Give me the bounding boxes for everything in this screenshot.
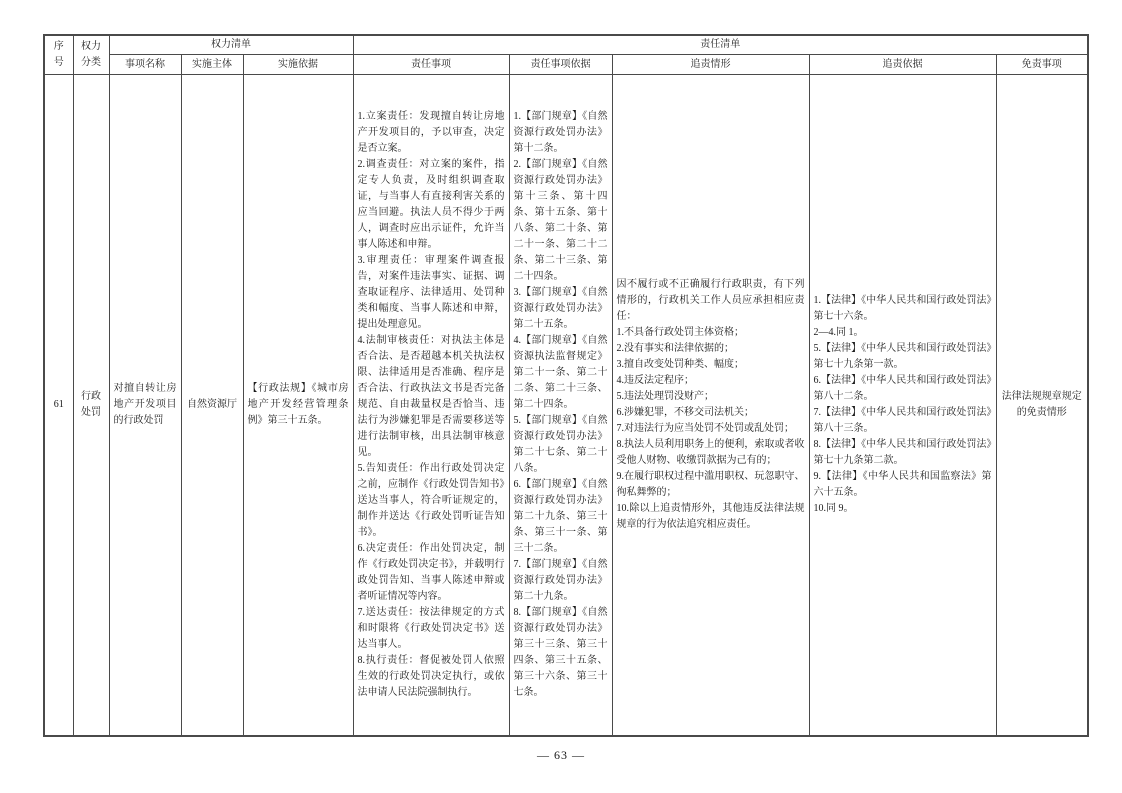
list-item: 8.【法律】《中华人民共和国行政处罚法》第七十九条第二款。 <box>813 439 992 466</box>
header-accountability-basis: 追责依据 <box>809 55 996 75</box>
list-item: 7.【法律】《中华人民共和国行政处罚法》第八十三条。 <box>813 407 992 434</box>
list-item: 6.决定责任：作出处罚决定，制作《行政处罚决定书》，并载明行政处罚告知、当事人陈述申辩或者听证情况等内容。 <box>357 543 505 602</box>
list-item: 6.【法律】《中华人民共和国行政处罚法》第八十二条。 <box>813 375 992 402</box>
list-item: 8.执法人员利用职务上的便利，索取或者收受他人财物、收缴罚款据为己有的； <box>616 439 805 466</box>
list-item: 2—4.同 1。 <box>813 327 864 338</box>
list-item: 8.执行责任：督促被处罚人依照生效的行政处罚决定执行，或依法申请人民法院强制执行。 <box>357 655 505 698</box>
accountability-situation-list <box>617 325 805 533</box>
list-item: 3.审理责任：审理案件调查报告，对案件违法事实、证据、调查取证程序、法律适用、处罚种类和幅度、当事人陈述和申辩，提出处理意见。 <box>357 255 505 330</box>
list-item: 1.不具备行政处罚主体资格； <box>616 327 745 338</box>
cell-duty-items-basis <box>509 75 612 737</box>
header-group-responsibility-list: 责任清单 <box>353 35 1088 55</box>
header-item-name: 事项名称 <box>109 55 181 75</box>
list-item: 8.【部门规章】《自然资源行政处罚办法》第三十三条、第三十四条、第三十五条、第三十六条、第三十七条。 <box>513 607 608 698</box>
cell-exemption-items: 法律法规规章规定的免责情形 <box>996 75 1088 737</box>
list-item: 5.【部门规章】《自然资源行政处罚办法》第二十七条、第二十八条。 <box>513 415 608 474</box>
list-item: 5.告知责任：作出行政处罚决定之前，应制作《行政处罚告知书》送达当事人，符合听证规定的，制作并送达《行政处罚听证告知书》。 <box>357 463 505 538</box>
list-item: 2.调查责任：对立案的案件，指定专人负责，及时组织调查取证，与当事人有直接利害关系的应当回避。执法人员不得少于两人，调查时应出示证件，允许当事人陈述和申辩。 <box>357 159 505 250</box>
list-item: 7.对违法行为应当处罚不处罚或乱处罚； <box>616 423 795 434</box>
list-item: 4.【部门规章】《自然资源执法监督规定》第二十一条、第二十二条、第二十三条、第二十四条。 <box>513 335 608 410</box>
list-item: 6.【部门规章】《自然资源行政处罚办法》第二十九条、第三十条、第三十一条、第三十二条。 <box>513 479 608 554</box>
list-item: 2.【部门规章】《自然资源行政处罚办法》第十三条、第十四条、第十五条、第十八条、第二十条、第二十一条、第二十二条、第二十三条、第二十四条。 <box>513 159 608 282</box>
cell-serial: 61 <box>44 75 73 737</box>
power-responsibility-table <box>43 34 1089 737</box>
list-item: 1.【部门规章】《自然资源行政处罚办法》第十二条。 <box>513 111 608 154</box>
header-power-category: 权力分类 <box>73 35 109 75</box>
list-item: 2.没有事实和法律依据的； <box>616 343 735 354</box>
list-item: 4.法制审核责任：对执法主体是否合法、是否超越本机关执法权限、法律适用是否准确、程序是否合法、行政执法文书是否完备规范、自由裁量权是否恰当、违法行为涉嫌犯罪是否需要移送等进行法制审核，出具法制审核意见。 <box>357 335 505 458</box>
accountability-intro: 因不履行或不正确履行行政职责，有下列情形的，行政机关工作人员应承担相应责任： <box>616 279 805 322</box>
list-item: 4.违反法定程序； <box>616 375 695 386</box>
header-group-power-list: 权力清单 <box>109 35 353 55</box>
list-item: 10.同 9。 <box>813 503 854 514</box>
header-exemption-items: 免责事项 <box>996 55 1088 75</box>
header-implement-basis: 实施依据 <box>243 55 353 75</box>
cell-duty-items <box>353 75 509 737</box>
cell-item-name: 对擅自转让房地产开发项目的行政处罚 <box>109 75 181 737</box>
list-item: 10.除以上追责情形外，其他违反法律法规规章的行为依法追究相应责任。 <box>616 503 805 530</box>
cell-implement-subject: 自然资源厅 <box>181 75 243 737</box>
list-item: 9.【法律】《中华人民共和国监察法》第六十五条。 <box>813 471 992 498</box>
list-item: 9.在履行职权过程中滥用职权、玩忽职守、徇私舞弊的； <box>616 471 805 498</box>
table-group-header-row <box>44 35 1088 55</box>
header-accountability-situations: 追责情形 <box>612 55 809 75</box>
list-item: 7.送达责任：按法律规定的方式和时限将《行政处罚决定书》送达当事人。 <box>357 607 505 650</box>
list-item: 7.【部门规章】《自然资源行政处罚办法》第二十九条。 <box>513 559 608 602</box>
page-number: — 63 — <box>537 748 585 762</box>
header-duty-items: 责任事项 <box>353 55 509 75</box>
list-item: 3.【部门规章】《自然资源行政处罚办法》第二十五条。 <box>513 287 608 330</box>
header-implement-subject: 实施主体 <box>181 55 243 75</box>
header-serial: 序号 <box>44 35 73 75</box>
table-column-header-row <box>44 55 1088 75</box>
list-item: 5.违法处理罚没财产； <box>616 391 715 402</box>
list-item: 1.立案责任：发现擅自转让房地产开发项目的，予以审查，决定是否立案。 <box>357 111 505 154</box>
header-duty-items-basis: 责任事项依据 <box>509 55 612 75</box>
list-item: 5.【法律】《中华人民共和国行政处罚法》第七十九条第一款。 <box>813 343 992 370</box>
cell-power-category: 行政处罚 <box>73 75 109 737</box>
cell-accountability-basis <box>809 75 996 737</box>
list-item: 3.擅自改变处罚种类、幅度； <box>616 359 745 370</box>
list-item: 1.【法律】《中华人民共和国行政处罚法》第七十六条。 <box>813 295 992 322</box>
list-item: 6.涉嫌犯罪，不移交司法机关； <box>616 407 755 418</box>
cell-accountability-situations <box>612 75 809 737</box>
cell-implement-basis: 【行政法规】《城市房地产开发经营管理条例》第三十五条。 <box>243 75 353 737</box>
table-row <box>44 75 1088 737</box>
